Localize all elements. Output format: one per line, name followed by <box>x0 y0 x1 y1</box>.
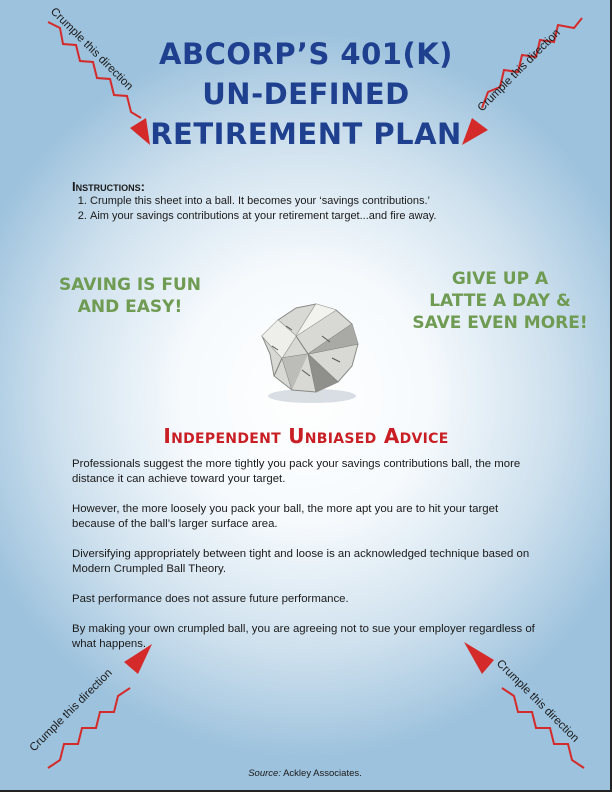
callout-latte <box>400 268 600 334</box>
advice-heading: Independent Unbiased Advice <box>163 424 449 448</box>
corner-label: Crumple this direction <box>27 666 115 755</box>
advice-body <box>72 457 542 667</box>
advice-paragraph: Professionals suggest the more tightly you pack your savings contributions ball, the more distance it can achieve toward your target. <box>72 458 521 485</box>
title-line: UN-DEFINED <box>202 77 410 111</box>
arrowhead <box>462 118 488 145</box>
instruction-item: 1. Crumple this sheet into a ball. It becomes your ‘savings contributions.’ <box>90 194 552 209</box>
crumple-arrow-top-right <box>452 0 612 160</box>
instructions-list <box>72 194 552 224</box>
arrowhead <box>130 118 150 145</box>
instructions-label: Instructions: <box>72 179 145 194</box>
callout-line: GIVE UP A <box>451 269 549 289</box>
corner-label: Crumple this direction <box>475 26 563 115</box>
callout-line: AND EASY! <box>77 297 183 317</box>
advice-paragraph: However, the more loosely you pack your ball, the more apt you are to hit your target because of the ball’s larger surface area. <box>72 503 499 530</box>
crumpled-paper-ball-image <box>252 296 367 406</box>
callout-line: LATTE A DAY & <box>429 291 571 311</box>
advice-paragraph: By making your own crumpled ball, you are agreeing not to sue your employer regardless of what happens. <box>72 623 535 650</box>
instruction-item: 2. Aim your savings contributions at your retirement target...and fire away. <box>90 209 552 224</box>
source-note <box>0 768 610 779</box>
crumple-arrow-top-left <box>20 0 180 160</box>
instructions <box>72 179 552 224</box>
advice-paragraph: Diversifying appropriately between tight and loose is an acknowledged technique based on Modern Crumpled Ball Theory. <box>72 548 530 575</box>
callout-line: SAVE EVEN MORE! <box>412 313 588 333</box>
title-line: RETIREMENT PLAN <box>150 117 462 151</box>
crumple-arrow-icon <box>452 0 612 160</box>
zigzag-line <box>48 22 141 118</box>
source-text: Ackley Associates. <box>280 768 362 779</box>
crumpled-paper-icon <box>252 296 367 406</box>
callout-saving-fun <box>40 274 220 318</box>
corner-label: Crumple this direction <box>47 5 136 93</box>
advice-paragraph: Past performance does not assure future performance. <box>72 593 349 605</box>
source-label: Source: <box>248 768 281 779</box>
callout-line: SAVING IS FUN <box>59 275 201 295</box>
corner-label: Crumple this direction <box>493 657 582 745</box>
crumple-arrow-icon <box>20 0 180 160</box>
title-line: ABCORP’S 401(K) <box>159 37 453 71</box>
